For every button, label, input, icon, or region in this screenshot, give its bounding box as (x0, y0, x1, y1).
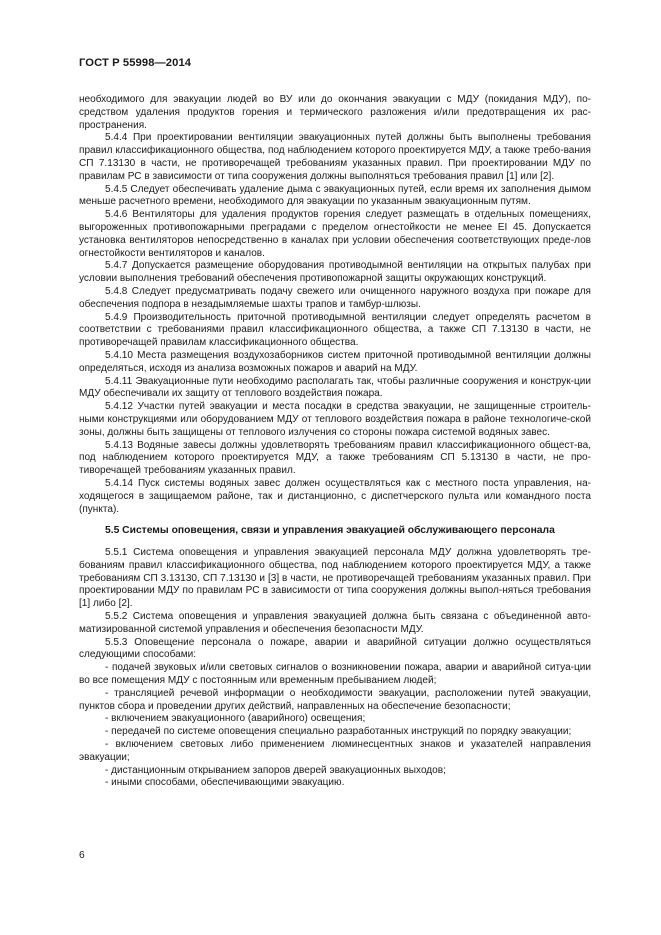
paragraphs-section-5-5 (79, 547, 591, 790)
paragraph: 5.4.7 Допускается размещение оборудования противодымной вентиляции на открытых палубах при условии выполнения требований обеспечения противопожарной защиты окружающих конструкций. (79, 260, 591, 285)
paragraph: 5.4.10 Места размещения воздухозаборников систем приточной противодымной вентиляции должны определяться, исходя из анализа возможных пожаров и аварий на МДУ. (79, 349, 591, 374)
page-number: 6 (79, 850, 85, 861)
paragraph: 5.4.11 Эвакуационные пути необходимо располагать так, чтобы различные сооружения и конструк-ции МДУ обеспечивали их защиту от теплового воздействия пожара. (79, 375, 591, 400)
paragraph: 5.4.5 Следует обеспечивать удаление дыма с эвакуационных путей, если время их заполнения дымом меньше расчетного времени, необходимого для эвакуации по указанным эвакуационным путям. (79, 183, 591, 208)
paragraph: 5.5.2 Система оповещения и управления эвакуацией должна быть связана с объединенной авто-матизированной системой управления и обеспечения безопасности МДУ. (79, 611, 591, 635)
paragraph: - иными способами, обеспечивающими эвакуацию. (105, 777, 345, 789)
paragraph: - передачей по системе оповещения специально разработанных инструкций по порядку эвакуации; (105, 726, 572, 738)
paragraph: 5.4.8 Следует предусматривать подачу свежего или очищенного наружного воздуха при пожаре для обеспечения подпора в незадымляемые шахты трапов и тамбур-шлюзы. (79, 285, 591, 310)
paragraph: 5.4.12 Участки путей эвакуации и места посадки в средства эвакуации, не защищенные строитель-ными конструкциями или оборудованием МДУ от теплового воздействия пожара в районе технологиче-ской зоны, должны быть защищены от теплового излучения со стороны пожара системой водяных завес. (79, 401, 591, 438)
paragraph: 5.4.6 Вентиляторы для удаления продуктов горения следует размещать в отдельных помещениях, выгороженных противопожарными преградами с пределом огнестойкости не менее EI 45. Допускается установка вентиляторов непосредственно в каналах при условии обеспечения соответствующих преде-лов огнестойкости вентиляторов и каналов. (79, 209, 591, 259)
document-body (79, 94, 591, 790)
paragraph: 5.4.14 Пуск системы водяных завес должен осуществляться как с местного поста управления, на-ходящегося в защищаемом районе, так и дистанционно, с диспетчерского пульта или командного поста (пункта). (79, 477, 591, 515)
paragraph: необходимого для эвакуации людей во ВУ или до окончания эвакуации с МДУ (покидания МДУ), по-средством удаления продуктов горения и термического разложения и/или предотвращения их рас-пространения. (79, 94, 591, 131)
page-header: ГОСТ Р 55998—2014 (79, 57, 192, 69)
paragraph: 5.4.13 Водяные завесы должны удовлетворять требованиям правил классификационного общест-ва, под наблюдением которого проектируется МДУ, а также требованиям СП 5.13130 в части, не про-тиворечащей требованиям указанных правил. (79, 439, 591, 477)
paragraph: - трансляцией речевой информации о необходимости эвакуации, расположении путей эвакуации, пунктов сбора и проведении других действий, направленных на обеспечение безопасности; (79, 687, 591, 712)
paragraph: 5.5.1 Система оповещения и управления эвакуацией персонала МДУ должна удовлетворять тре-бованиям правил классификационного общества, под наблюдением которого проектируется МДУ, а также требованиям СП 3.13130, СП 7.13130 и [3] в части, не противоречащей требованиям указанных правил. При проектировании МДУ по правилам РС в зависимости от типа сооружения должны выпол-няться требования [1] либо [2]. (79, 547, 591, 610)
paragraph: - включением эвакуационного (аварийного) освещения; (105, 713, 366, 725)
paragraph: - дистанционным открыванием запоров дверей эвакуационных выходов; (105, 764, 446, 776)
paragraph: - подачей звуковых и/или световых сигналов о возникновении пожара, аварии и аварийной ситуа-ции во все помещения МДУ с постоянным или временным пребыванием людей; (79, 662, 591, 687)
paragraphs-section-5-4 (79, 94, 591, 516)
section-heading-5-5: 5.5 Системы оповещения, связи и управления эвакуацией обслуживающего персонала (105, 525, 555, 537)
paragraph: 5.4.4 При проектировании вентиляции эвакуационных путей должны быть выполнены требования правил классификационного общества, под наблюдением которого проектируется МДУ, а также требо-вания СП 7.13130 в части, не противоречащей требованиям указанных правил. При проектировании МДУ по правилам РС в зависимости от типа сооружения должны выполняться требования правил [1] или [2]. (79, 132, 591, 182)
paragraph: 5.5.3 Оповещение персонала о пожаре, аварии и аварийной ситуации должно осуществляться следующими способами: (79, 636, 591, 661)
paragraph: - включением световых либо применением люминесцентных знаков и указателей направления эвакуации; (79, 739, 591, 763)
paragraph: 5.4.9 Производительность приточной противодымной вентиляции следует определять расчетом в соответствии с требованиями правил классификационного общества, а также СП 7.13130 в части, не противоречащей правилам классификационного общества. (79, 311, 591, 349)
